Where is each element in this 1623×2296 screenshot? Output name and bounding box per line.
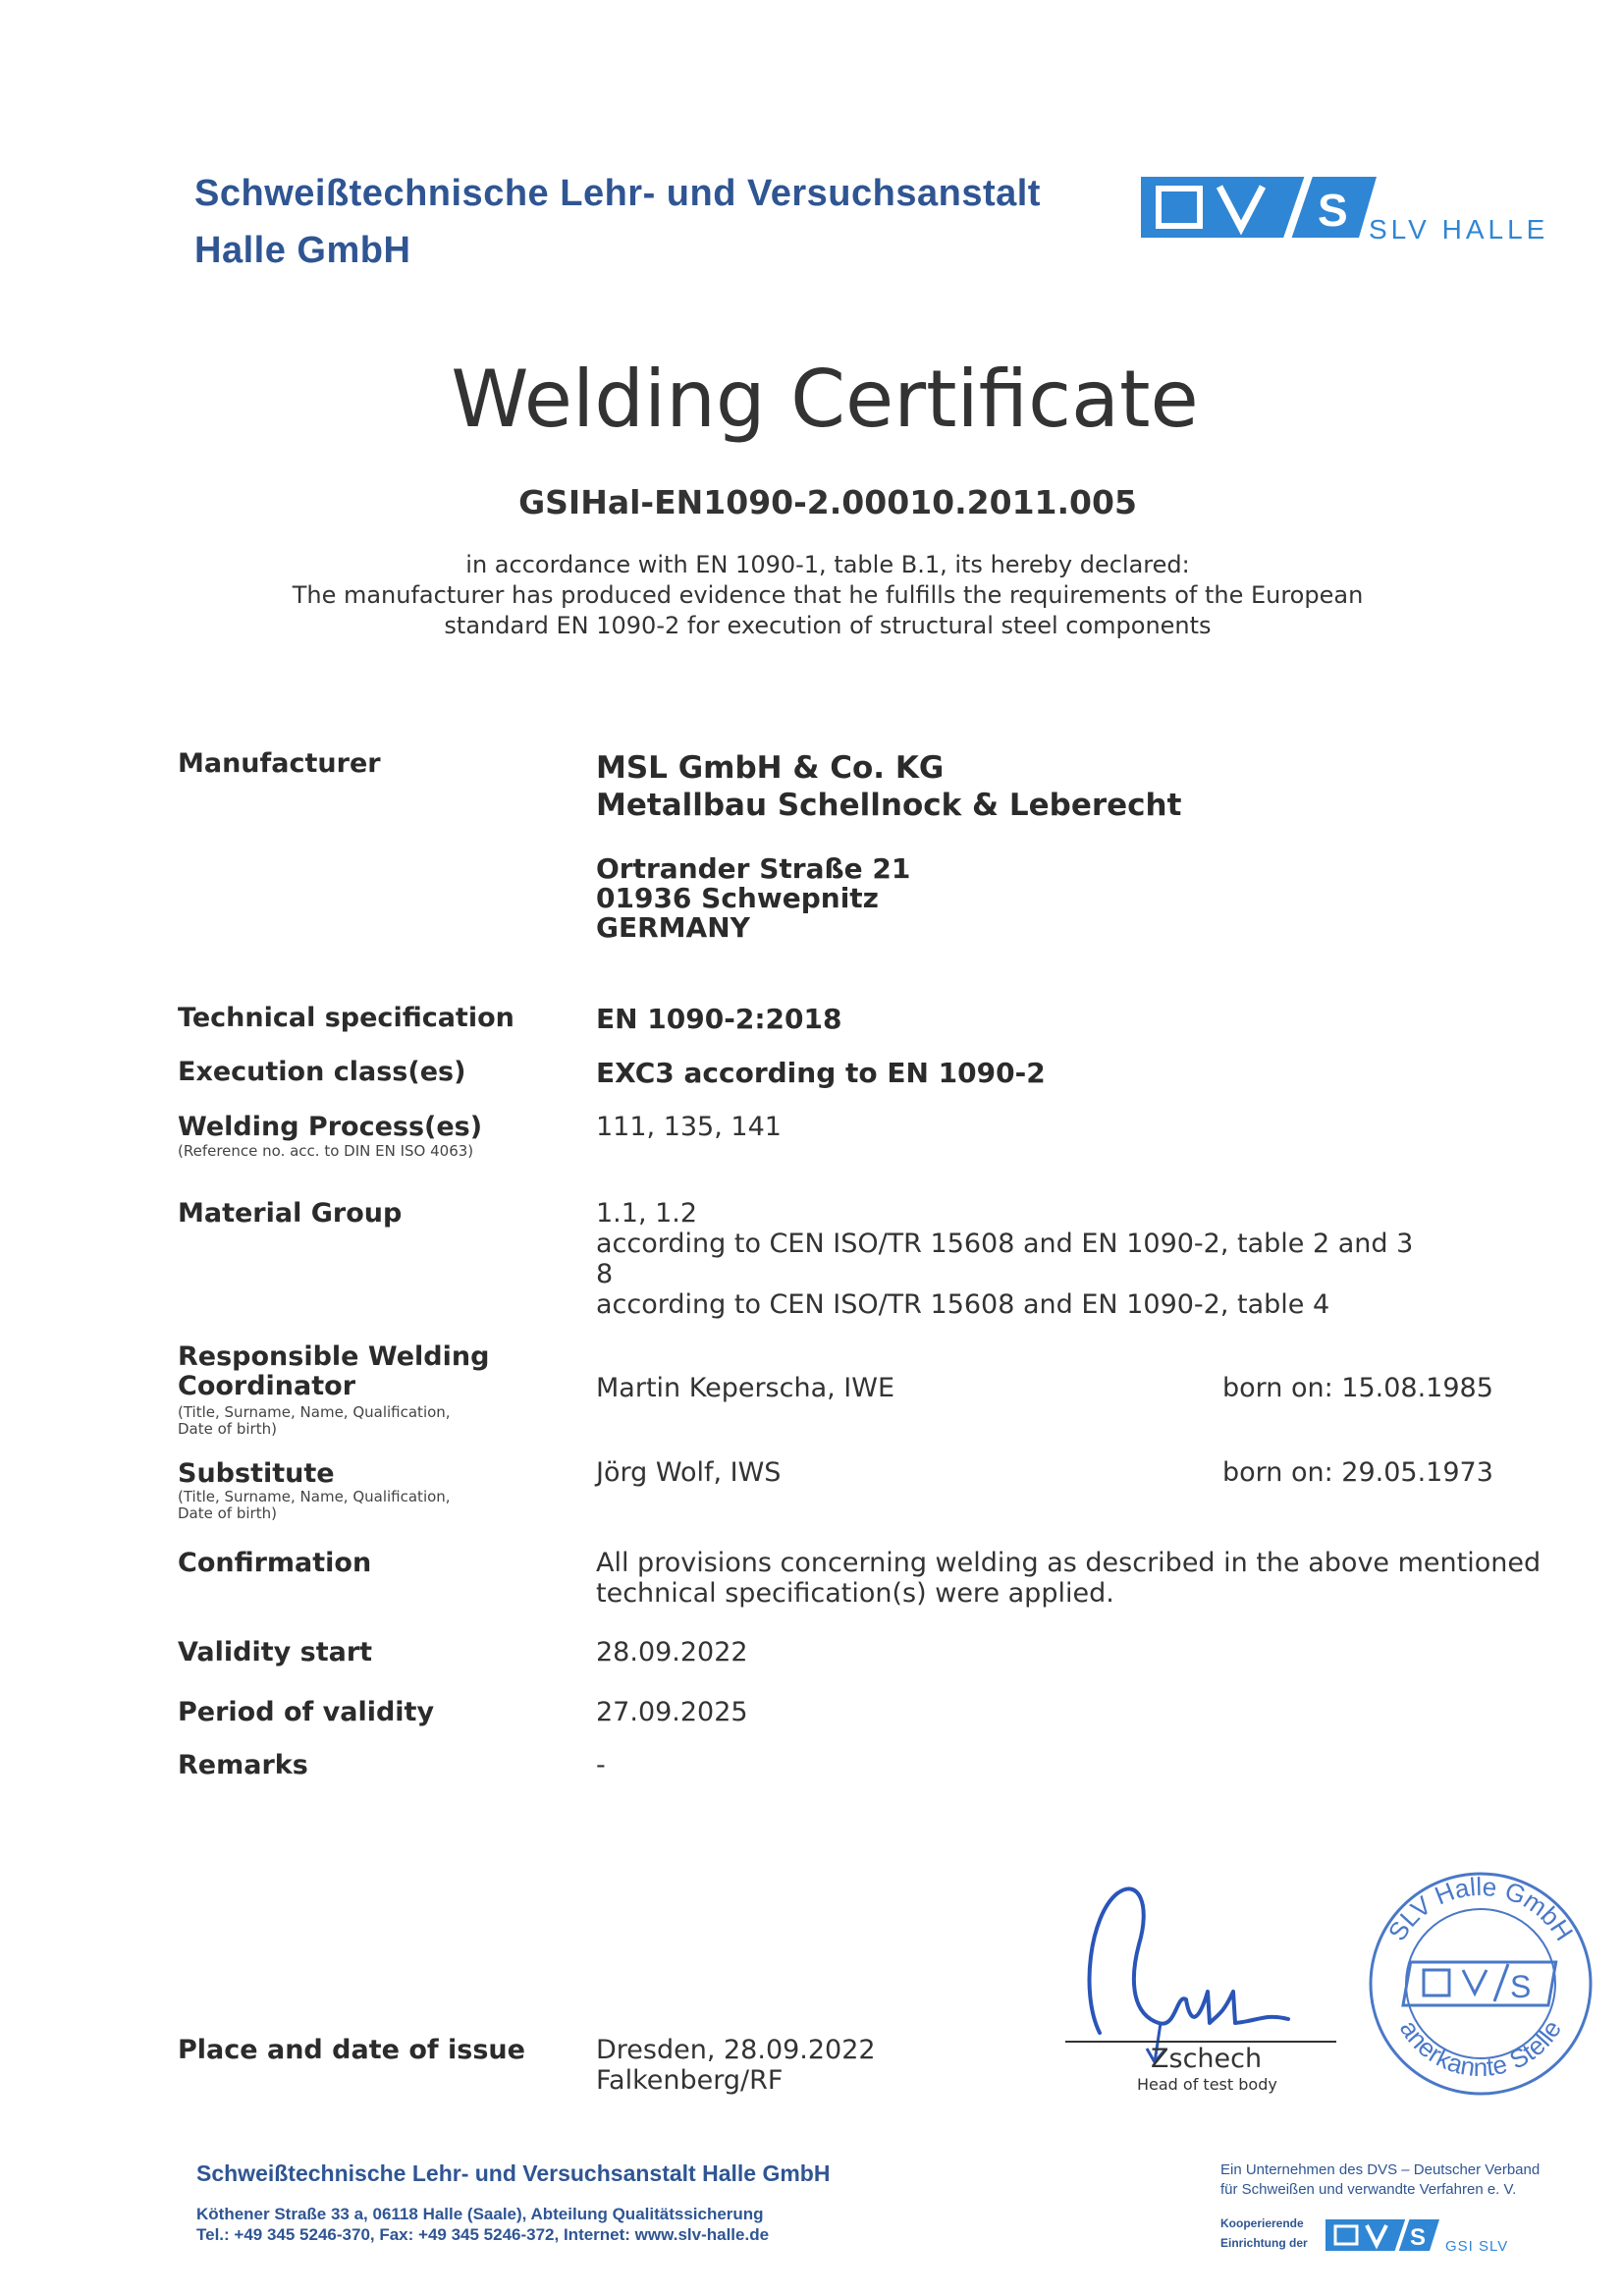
issue-label: Place and date of issue [178, 2035, 525, 2065]
footer-contact: Tel.: +49 345 5246-370, Fax: +49 345 5246-372, Internet: www.slv-halle.de [196, 2225, 770, 2244]
intro-line: in accordance with EN 1090-1, table B.1, its hereby declared: [465, 551, 1190, 578]
institute-line1: Schweißtechnische Lehr- und Versuchsanstalt [194, 173, 1041, 214]
dvs-logo [1141, 173, 1553, 255]
footer-dvs-note [1220, 2160, 1540, 2200]
remarks-label: Remarks [178, 1750, 308, 1780]
substitute-label: Substitute [178, 1458, 335, 1489]
period-value: 27.09.2025 [596, 1697, 748, 1727]
manufacturer-name: MSL GmbH & Co. KG [596, 750, 945, 786]
footer-dvs-logo [1325, 2217, 1522, 2261]
certificate-intro [0, 550, 1623, 641]
manufacturer-address2: 01936 Schwepnitz [596, 882, 879, 914]
substitute-born: born on: 29.05.1973 [1222, 1457, 1493, 1488]
signature-mark [1060, 1876, 1355, 2072]
stamp-top-text: SLV Halle GmbH [1381, 1871, 1580, 1946]
coop-sub-text: GSI SLV [1445, 2238, 1509, 2255]
substitute-sub-line: Date of birth) [178, 1504, 277, 1522]
manufacturer-label: Manufacturer [178, 748, 381, 779]
process-label: Welding Process(es) [178, 1112, 483, 1142]
tech-spec-value: EN 1090-2:2018 [596, 1003, 842, 1035]
material-label: Material Group [178, 1198, 403, 1229]
rwc-sub-line: (Title, Surname, Name, Qualification, [178, 1403, 451, 1421]
footer-institute: Schweißtechnische Lehr- und Versuchsanstalt Halle GmbH [196, 2160, 831, 2186]
manufacturer-name2: Metallbau Schellnock & Leberecht [596, 788, 1182, 823]
signer-name: Zschech [1151, 2044, 1263, 2074]
certificate-number: GSIHal-EN1090-2.00010.2011.005 [518, 483, 1137, 521]
svg-text:S: S [1510, 1969, 1532, 2004]
exec-class-label: Execution class(es) [178, 1057, 466, 1087]
process-sub: (Reference no. acc. to DIN EN ISO 4063) [178, 1142, 474, 1160]
confirmation-value [596, 1548, 1541, 1609]
substitute-sub [178, 1489, 451, 1522]
confirmation-label: Confirmation [178, 1548, 372, 1578]
confirmation-line: All provisions concerning welding as described in the above mentioned [596, 1548, 1542, 1578]
issue-value [596, 2035, 876, 2096]
footer-dvs-logo-icon [1325, 2217, 1522, 2257]
remarks-value: - [596, 1750, 606, 1780]
intro-line: The manufacturer has produced evidence that he fulfills the requirements of the European [292, 581, 1364, 609]
footer-right-line: Ein Unternehmen des DVS – Deutscher Verband [1220, 2161, 1541, 2178]
substitute-sub-line: (Title, Surname, Name, Qualification, [178, 1488, 451, 1505]
footer-contact-block [196, 2204, 769, 2245]
material-value [596, 1198, 1413, 1320]
logo-sub-text: SLV HALLE [1369, 214, 1549, 245]
official-stamp [1363, 1866, 1598, 2102]
exec-class-value: EXC3 according to EN 1090-2 [596, 1057, 1046, 1089]
material-line: 8 [596, 1259, 614, 1289]
rwc-label-line: Responsible Welding [178, 1341, 490, 1372]
rwc-label [178, 1342, 489, 1401]
dvs-logo-icon [1141, 173, 1553, 251]
period-label: Period of validity [178, 1697, 435, 1727]
svg-text:S: S [1318, 185, 1348, 236]
signer-role: Head of test body [1137, 2075, 1277, 2094]
footer-right-line: für Schweißen und verwandte Verfahren e. V. [1220, 2181, 1517, 2198]
substitute-value: Jörg Wolf, IWS [596, 1457, 782, 1488]
issue-line: Falkenberg/RF [596, 2065, 784, 2096]
footer-address: Köthener Straße 33 a, 06118 Halle (Saale), Abteilung Qualitätssicherung [196, 2205, 764, 2223]
rwc-label-line: Coordinator [178, 1371, 356, 1401]
material-line: according to CEN ISO/TR 15608 and EN 1090-2, table 2 and 3 [596, 1229, 1414, 1259]
svg-text:S: S [1410, 2224, 1427, 2251]
validity-start-value: 28.09.2022 [596, 1637, 748, 1667]
signature-line [1065, 2041, 1336, 2043]
issue-line: Dresden, 28.09.2022 [596, 2035, 876, 2065]
tech-spec-label: Technical specification [178, 1003, 514, 1033]
rwc-born: born on: 15.08.1985 [1222, 1373, 1493, 1403]
intro-line: standard EN 1090-2 for execution of structural steel components [444, 612, 1212, 639]
process-value: 111, 135, 141 [596, 1112, 782, 1142]
svg-text:anerkannte Stelle [1394, 2015, 1567, 2082]
validity-start-label: Validity start [178, 1637, 373, 1667]
coop-line: Einrichtung der [1220, 2236, 1308, 2250]
institute-name [194, 165, 1041, 279]
material-line: 1.1, 1.2 [596, 1198, 698, 1229]
manufacturer-address1: Ortrander Straße 21 [596, 852, 911, 885]
stamp-bottom-text: anerkannte Stelle [1393, 2014, 1568, 2082]
manufacturer-country: GERMANY [596, 911, 750, 944]
certificate-title: Welding Certificate [451, 354, 1199, 445]
confirmation-line: technical specification(s) were applied. [596, 1578, 1114, 1609]
material-line: according to CEN ISO/TR 15608 and EN 1090-2, table 4 [596, 1289, 1330, 1320]
coop-line: Kooperierende [1220, 2216, 1304, 2230]
rwc-value: Martin Keperscha, IWE [596, 1373, 895, 1403]
footer-coop-label [1220, 2214, 1308, 2253]
institute-line2: Halle GmbH [194, 230, 411, 271]
rwc-sub-line: Date of birth) [178, 1420, 277, 1438]
rwc-sub [178, 1404, 451, 1438]
